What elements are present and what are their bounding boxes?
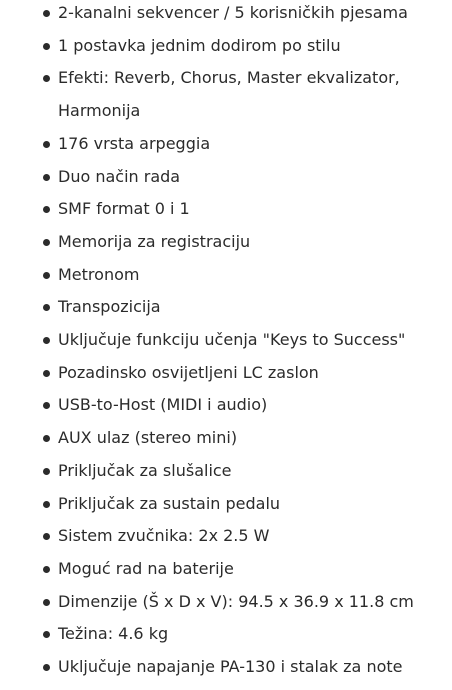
list-item [0, 161, 452, 194]
bullet-dot-icon [43, 239, 50, 246]
list-item-text: Uključuje funkciju učenja "Keys to Success" [58, 330, 406, 350]
list-item [0, 618, 452, 651]
list-item [0, 422, 452, 455]
list-item-text: Priključak za slušalice [58, 460, 232, 480]
list-item-text: Pozadinsko osvijetljeni LC zaslon [58, 362, 319, 382]
list-item [0, 62, 438, 127]
list-item [0, 291, 452, 324]
bullet-dot-icon [43, 10, 50, 17]
bullet-dot-icon [43, 337, 50, 344]
list-item-text: Efekti: Reverb, Chorus, Master ekvalizator, Harmonija [58, 68, 400, 121]
list-item [0, 651, 452, 684]
list-item [0, 357, 452, 390]
list-item-text: USB-to-Host (MIDI i audio) [58, 395, 268, 415]
list-item [0, 324, 452, 357]
list-item-text: Moguć rad na baterije [58, 558, 234, 578]
bullet-dot-icon [43, 631, 50, 638]
bullet-dot-icon [43, 533, 50, 540]
list-item [0, 259, 452, 292]
bullet-dot-icon [43, 402, 50, 409]
bullet-dot-icon [43, 468, 50, 475]
list-item [0, 586, 452, 619]
list-item-text: 1 postavka jednim dodirom po stilu [58, 35, 341, 55]
list-item [0, 30, 452, 63]
list-item [0, 520, 452, 553]
list-item-text: SMF format 0 i 1 [58, 199, 190, 219]
list-item [0, 553, 452, 586]
list-item [0, 128, 452, 161]
bullet-dot-icon [43, 664, 50, 671]
list-item-text: Transpozicija [58, 297, 161, 317]
list-item-text: Sistem zvučnika: 2x 2.5 W [58, 526, 270, 546]
list-item-text: Memorija za registraciju [58, 231, 251, 251]
list-item [0, 389, 452, 422]
bullet-dot-icon [43, 566, 50, 573]
bullet-dot-icon [43, 174, 50, 181]
list-item [0, 0, 452, 30]
bullet-dot-icon [43, 435, 50, 442]
list-item-text: Priključak za sustain pedalu [58, 493, 281, 513]
list-item-text: Dimenzije (Š x D x V): 94.5 x 36.9 x 11.8 cm [58, 591, 414, 611]
list-item-text: Duo način rada [58, 166, 181, 186]
bullet-dot-icon [43, 75, 50, 82]
list-item [0, 488, 452, 521]
bullet-dot-icon [43, 370, 50, 377]
list-item [0, 193, 452, 226]
bullet-dot-icon [43, 599, 50, 606]
list-item-text: 2-kanalni sekvencer / 5 korisničkih pjesama [58, 3, 408, 22]
bullet-dot-icon [43, 272, 50, 279]
bullet-dot-icon [43, 501, 50, 508]
bullet-dot-icon [43, 43, 50, 50]
list-item-text: Metronom [58, 264, 140, 284]
bullet-dot-icon [43, 304, 50, 311]
list-item-text: Uključuje napajanje PA-130 i stalak za note [58, 657, 403, 677]
list-item-text: 176 vrsta arpeggia [58, 133, 211, 153]
bullet-dot-icon [43, 141, 50, 148]
list-item [0, 226, 452, 259]
list-item-text: AUX ulaz (stereo mini) [58, 428, 238, 448]
bullet-dot-icon [43, 206, 50, 213]
list-item [0, 455, 452, 488]
list-item-text: Težina: 4.6 kg [58, 624, 169, 644]
